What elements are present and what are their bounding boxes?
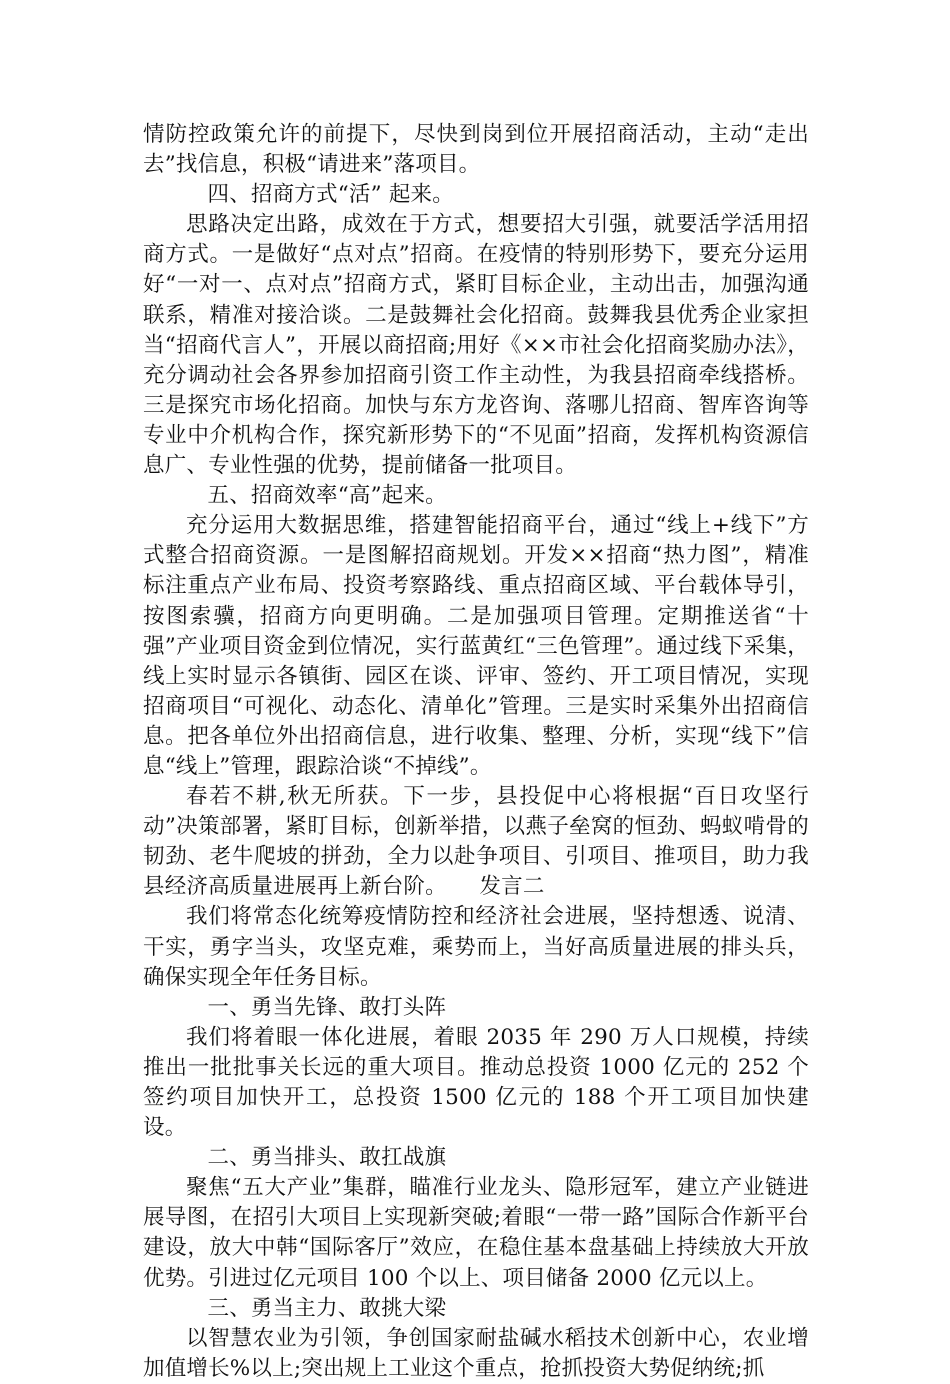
paragraph: 聚焦“五大产业”集群，瞄准行业龙头、隐形冠军，建立产业链进展导图，在招引大项目上实现新突破;着眼“一带一路”国际合作新平台建设，放大中韩“国际客厅”效应，在稳住基本盘基础上持续放大开放优势。引进过亿元项目 100 个以上、项目储备 2000 亿元以上。: [143, 1175, 809, 1291]
paragraph: 我们将着眼一体化进展，着眼 2035 年 290 万人口规模，持续推出一批批事关长远的重大项目。推动总投资 1000 亿元的 252 个签约项目加快开工，总投资 1500 亿元的 188 个开工项目加快建设。: [143, 1024, 809, 1141]
paragraph: 我们将常态化统筹疫情防控和经济社会进展，坚持想透、说清、干实，勇字当头，攻坚克难，乘势而上，当好高质量进展的排头兵，确保实现全年任务目标。: [143, 904, 809, 990]
section-heading-3: 三、勇当主力、敢挑大梁: [207, 1295, 447, 1321]
section-heading-5: 五、招商效率“高”起来。: [207, 483, 447, 509]
section-heading-1: 一、勇当先锋、敢打头阵: [207, 994, 447, 1020]
section-heading-2: 二、勇当排头、敢扛战旗: [207, 1145, 447, 1171]
section-heading-4: 四、招商方式“活” 起来。: [207, 182, 454, 208]
paragraph: 充分运用大数据思维，搭建智能招商平台，通过“线上+线下”方式整合招商资源。一是图解招商规划。开发××招商“热力图”，精准标注重点产业布局、投资考察路线、重点招商区域、平台载体导引，按图索骥，招商方向更明确。二是加强项目管理。定期推送省“十强”产业项目资金到位情况，实行蓝黄红“三色管理”。通过线下采集，线上实时显示各镇街、园区在谈、评审、签约、开工项目情况，实现招商项目“可视化、动态化、清单化”管理。三是实时采集外出招商信息。把各单位外出招商信息，进行收集、整理、分析，实现“线下”信息“线上”管理，跟踪洽谈“不掉线”。: [143, 513, 809, 779]
document-body: [143, 120, 809, 1384]
paragraph: 以智慧农业为引领，争创国家耐盐碱水稻技术创新中心，农业增加值增长%以上;突出规上工业这个重点，抢抓投资大势促纳统;抓: [143, 1325, 809, 1381]
paragraph: 思路决定出路，成效在于方式，想要招大引强，就要活学活用招商方式。一是做好“点对点”招商。在疫情的特别形势下，要充分运用好“一对一、点对点”招商方式，紧盯目标企业，主动出击，加强沟通联系，精准对接洽谈。二是鼓舞社会化招商。鼓舞我县优秀企业家担当“招商代言人”，开展以商招商;用好《××市社会化招商奖励办法》，充分调动社会各界参加招商引资工作主动性，为我县招商牵线搭桥。三是探究市场化招商。加快与东方龙咨询、落哪儿招商、智库咨询等专业中介机构合作，探究新形势下的“不见面”招商，发挥机构资源信息广、专业性强的优势，提前储备一批项目。: [143, 212, 809, 479]
paragraph: 春若不耕,秋无所获。下一步，县投促中心将根据“百日攻坚行动”决策部署，紧盯目标，创新举措，以燕子垒窝的恒劲、蚂蚁啃骨的韧劲、老牛爬坡的拼劲，全力以赴争项目、引项目、推项目，助力我县经济高质量进展再上新台阶。 发言二: [143, 784, 809, 900]
paragraph-continued: 情防控政策允许的前提下，尽快到岗到位开展招商活动，主动“走出去”找信息，积极“请进来”落项目。: [143, 122, 809, 178]
